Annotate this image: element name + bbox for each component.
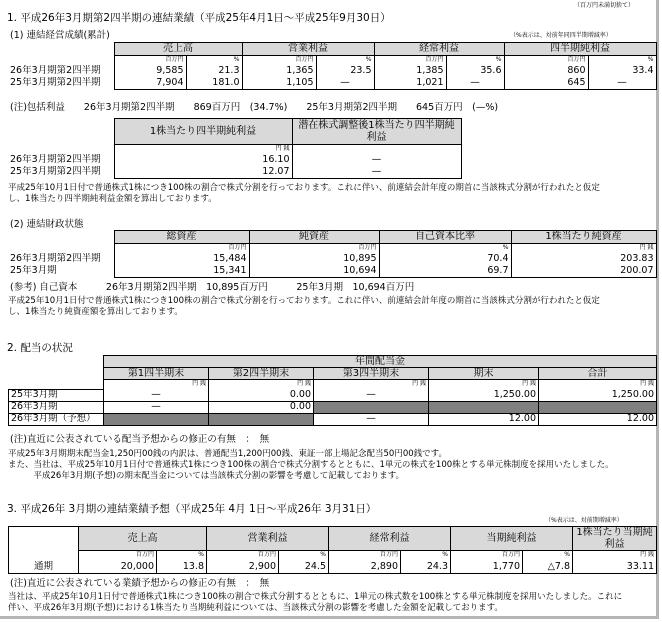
header-bps: 1株当たり純資産 — [511, 231, 656, 244]
row-label: 通期 — [9, 560, 79, 573]
value-cell: — — [314, 413, 429, 425]
row-label: 26年3月期第2四半期 — [10, 253, 101, 265]
operating-results-table — [8, 42, 657, 90]
pct-cell: 21.3 — [186, 65, 242, 77]
header-ordinary-income: 経常利益 — [374, 43, 504, 56]
value-cell: 0.00 — [209, 401, 314, 413]
value-cell: 10,895 — [249, 253, 379, 265]
header-net-income: 四半期純利益 — [504, 43, 656, 56]
value-cell: 1,365 — [242, 65, 316, 77]
unit-cell: 百万円 — [451, 551, 523, 561]
unit-cell: % — [523, 551, 573, 561]
dividend-note-line3: 平成26年3月期(予想)の期末配当金については当該株式分割の影響を考慮して記載しております。 — [8, 471, 405, 481]
unit-cell: % — [279, 551, 329, 561]
shaded-cell — [104, 413, 209, 425]
shaded-cell — [209, 413, 314, 425]
value-cell: 7,904 — [114, 77, 186, 89]
pct-cell: △7.8 — [523, 560, 573, 573]
value-cell: 0.00 — [209, 389, 314, 401]
dividend-revision: (注)直近に公表されている配当予想からの修正の有無 ： 無 — [10, 434, 270, 445]
unit-cell: 円 銭 — [573, 551, 657, 561]
pct-cell: 13.8 — [157, 560, 207, 573]
value-cell: — — [104, 389, 209, 401]
pct-cell: 35.6 — [446, 65, 504, 77]
unit-cell: % — [316, 56, 374, 66]
pct-cell: 181.0 — [186, 77, 242, 89]
row-label: 26年3月期第2四半期 — [10, 65, 101, 77]
unit-cell: 百万円 — [79, 551, 157, 561]
forecast-table — [8, 526, 657, 574]
unit-cell: 円 銭 — [429, 380, 539, 390]
unit-cell: 百万円 — [504, 56, 588, 66]
pct-cell: — — [588, 77, 656, 89]
value-cell: 645 — [504, 77, 588, 89]
unit-cell: 円 銭 — [104, 380, 209, 390]
value-cell: 1,770 — [451, 560, 523, 573]
header-equity-ratio: 自己資本比率 — [379, 231, 511, 244]
unit-cell: 円 銭 — [114, 145, 292, 155]
unit-cell: 百万円 — [329, 551, 401, 561]
dividend-table — [8, 355, 657, 426]
value-cell: 10,694 — [249, 265, 379, 277]
pct-cell: 24.5 — [279, 560, 329, 573]
forecast-revision: (注)直近に公表されている業績予想からの修正の有無 ： 無 — [10, 578, 270, 589]
value-cell: 20,000 — [79, 560, 157, 573]
value-cell: 33.11 — [573, 560, 657, 573]
header-annual-dividend: 年間配当金 — [104, 356, 657, 368]
header-operating-income: 営業利益 — [207, 527, 329, 551]
bps-note-line1: 平成25年10月1日付で普通株式1株につき100株の割合で株式分割を行っております。これに伴い、前連結会計年度の期首に当該株式分割が行われたと仮定 — [8, 296, 600, 306]
header-sales: 売上高 — [114, 43, 242, 56]
value-cell: 1,250.00 — [539, 389, 657, 401]
header-eps: 1株当たり当期純利益 — [573, 527, 657, 551]
header-operating-income: 営業利益 — [242, 43, 374, 56]
forecast-note-line2: 伴い、平成26年3月期(予想)における1株当たり当期純利益については、当該株式分割の影響を考慮した金額を記載しております。 — [8, 603, 503, 613]
value-cell: 1,105 — [242, 77, 316, 89]
value-cell: 1,250.00 — [429, 389, 539, 401]
forecast-note-line1: 当社は、平成25年10月1日付で普通株式1株につき100株の割合で株式分割するとともに、1単元の株式数を100株とする単元株制度を採用いたしました。これに — [8, 592, 623, 602]
section1-title: 1. 平成26年3月期第2四半期の連結業績（平成25年4月1日～平成25年9月30日） — [7, 12, 391, 24]
value-cell: — — [314, 389, 429, 401]
pct-cell: 24.3 — [401, 560, 451, 573]
value-cell: 2,890 — [329, 560, 401, 573]
unit-cell: 百万円 — [207, 551, 279, 561]
value-cell: — — [292, 154, 461, 166]
header-diluted-eps: 潜在株式調整後1株当たり四半期純利益 — [292, 119, 461, 145]
value-cell: 15,341 — [114, 265, 249, 277]
unit-note: （百万円未満切捨て） — [574, 2, 635, 9]
header-q3-end: 第3四半期末 — [314, 368, 429, 380]
unit-cell: 百万円 — [242, 56, 316, 66]
pct-cell: 23.5 — [316, 65, 374, 77]
row-label: 25年3月期第2四半期 — [10, 77, 101, 89]
unit-cell: 百万円 — [249, 244, 379, 254]
header-eps: 1株当たり四半期純利益 — [114, 119, 292, 145]
unit-cell: % — [157, 551, 207, 561]
header-ordinary-income: 経常利益 — [329, 527, 451, 551]
unit-cell: % — [588, 56, 656, 66]
row-label: 26年3月期（予想） — [9, 413, 104, 425]
value-cell: 2,900 — [207, 560, 279, 573]
shaded-cell — [314, 401, 429, 413]
row-label: 25年3月期 — [10, 265, 57, 277]
row-label: 25年3月期第2四半期 — [10, 166, 101, 178]
section2-subtitle: (2) 連結財政状態 — [10, 219, 84, 230]
header-sales: 売上高 — [79, 527, 207, 551]
unit-cell: 百万円 — [114, 244, 249, 254]
comprehensive-income: (注)包括利益 26年3月期第2四半期 869百万円 (34.7%) 25年3月期第2四半期 645百万円 (—%) — [10, 102, 499, 113]
header-q1-end: 第1四半期末 — [104, 368, 209, 380]
shaded-cell — [539, 401, 657, 413]
row-label: 26年3月期第2四半期 — [10, 154, 101, 166]
value-cell: 1,385 — [374, 65, 446, 77]
value-cell: 200.07 — [511, 265, 656, 277]
pct-cell: 33.4 — [588, 65, 656, 77]
unit-cell: % — [186, 56, 242, 66]
header-net-assets: 純資産 — [249, 231, 379, 244]
dividend-note-line1: 平成25年3月期期末配当金1,250円00銭の内訳は、普通配当1,200円00銭、東証一部上場記念配当50円00銭です。 — [8, 449, 447, 459]
dividend-note-line2: また、当社は、平成25年10月1日付で普通株式1株につき100株の割合で株式分割するとともに、1単元の株式を100株とする単元株制度を採用いたしました。 — [8, 460, 614, 470]
header-total-assets: 総資産 — [114, 231, 249, 244]
row-label: 26年3月期 — [9, 401, 104, 413]
unit-cell: 円 銭 — [314, 380, 429, 390]
equity-reference: (参考) 自己資本 26年3月期第2四半期 10,895百万円 25年3月期 10,694百万円 — [10, 282, 415, 293]
value-cell: 69.7 — [379, 265, 511, 277]
financial-position-table — [8, 230, 657, 278]
section1-subtitle: (1) 連結経営成績(累計) — [10, 30, 110, 41]
eps-table — [8, 118, 462, 179]
unit-cell: 百万円 — [114, 56, 186, 66]
value-cell: 1,021 — [374, 77, 446, 89]
header-net-income: 当期純利益 — [451, 527, 573, 551]
value-cell: 16.10 — [114, 154, 292, 166]
value-cell: 70.4 — [379, 253, 511, 265]
unit-cell: % — [401, 551, 451, 561]
section-forecast-title: 3. 平成26年 3月期の連結業績予想（平成25年 4月 1日～平成26年 3月31日） — [7, 503, 377, 515]
section-dividend-title: 2. 配当の状況 — [7, 342, 73, 354]
value-cell: 12.00 — [539, 413, 657, 425]
bps-note-line2: し、1株当たり純資産額を算出しております。 — [8, 307, 183, 317]
header-q2-end: 第2四半期末 — [209, 368, 314, 380]
forecast-note: （%表示は、対前期増減率） — [545, 517, 623, 524]
eps-note-line1: 平成25年10月1日付で普通株式1株につき100株の割合で株式分割を行っております。これに伴い、前連結会計年度の期首に当該株式分割が行われたと仮定 — [8, 183, 600, 193]
value-cell: 12.00 — [429, 413, 539, 425]
header-year-end: 期末 — [429, 368, 539, 380]
unit-cell: % — [446, 56, 504, 66]
unit-cell: 円 銭 — [209, 380, 314, 390]
value-cell: 15,484 — [114, 253, 249, 265]
unit-cell: 円 銭 — [539, 380, 657, 390]
value-cell: — — [292, 166, 461, 178]
unit-cell: 円 銭 — [511, 244, 656, 254]
pct-cell: — — [446, 77, 504, 89]
unit-cell: 百万円 — [374, 56, 446, 66]
value-cell: 860 — [504, 65, 588, 77]
value-cell: — — [104, 401, 209, 413]
section1-note: （%表示は、対前年同四半期増減率） — [510, 32, 612, 39]
eps-note-line2: し、1株当たり四半期純利益金額を算出しております。 — [8, 194, 217, 204]
pct-cell: — — [316, 77, 374, 89]
header-total: 合計 — [539, 368, 657, 380]
unit-cell: % — [379, 244, 511, 254]
value-cell: 12.07 — [114, 166, 292, 178]
row-label: 25年3月期 — [9, 389, 104, 401]
value-cell: 9,585 — [114, 65, 186, 77]
unit-cell — [292, 145, 461, 155]
shaded-cell — [429, 401, 539, 413]
value-cell: 203.83 — [511, 253, 656, 265]
